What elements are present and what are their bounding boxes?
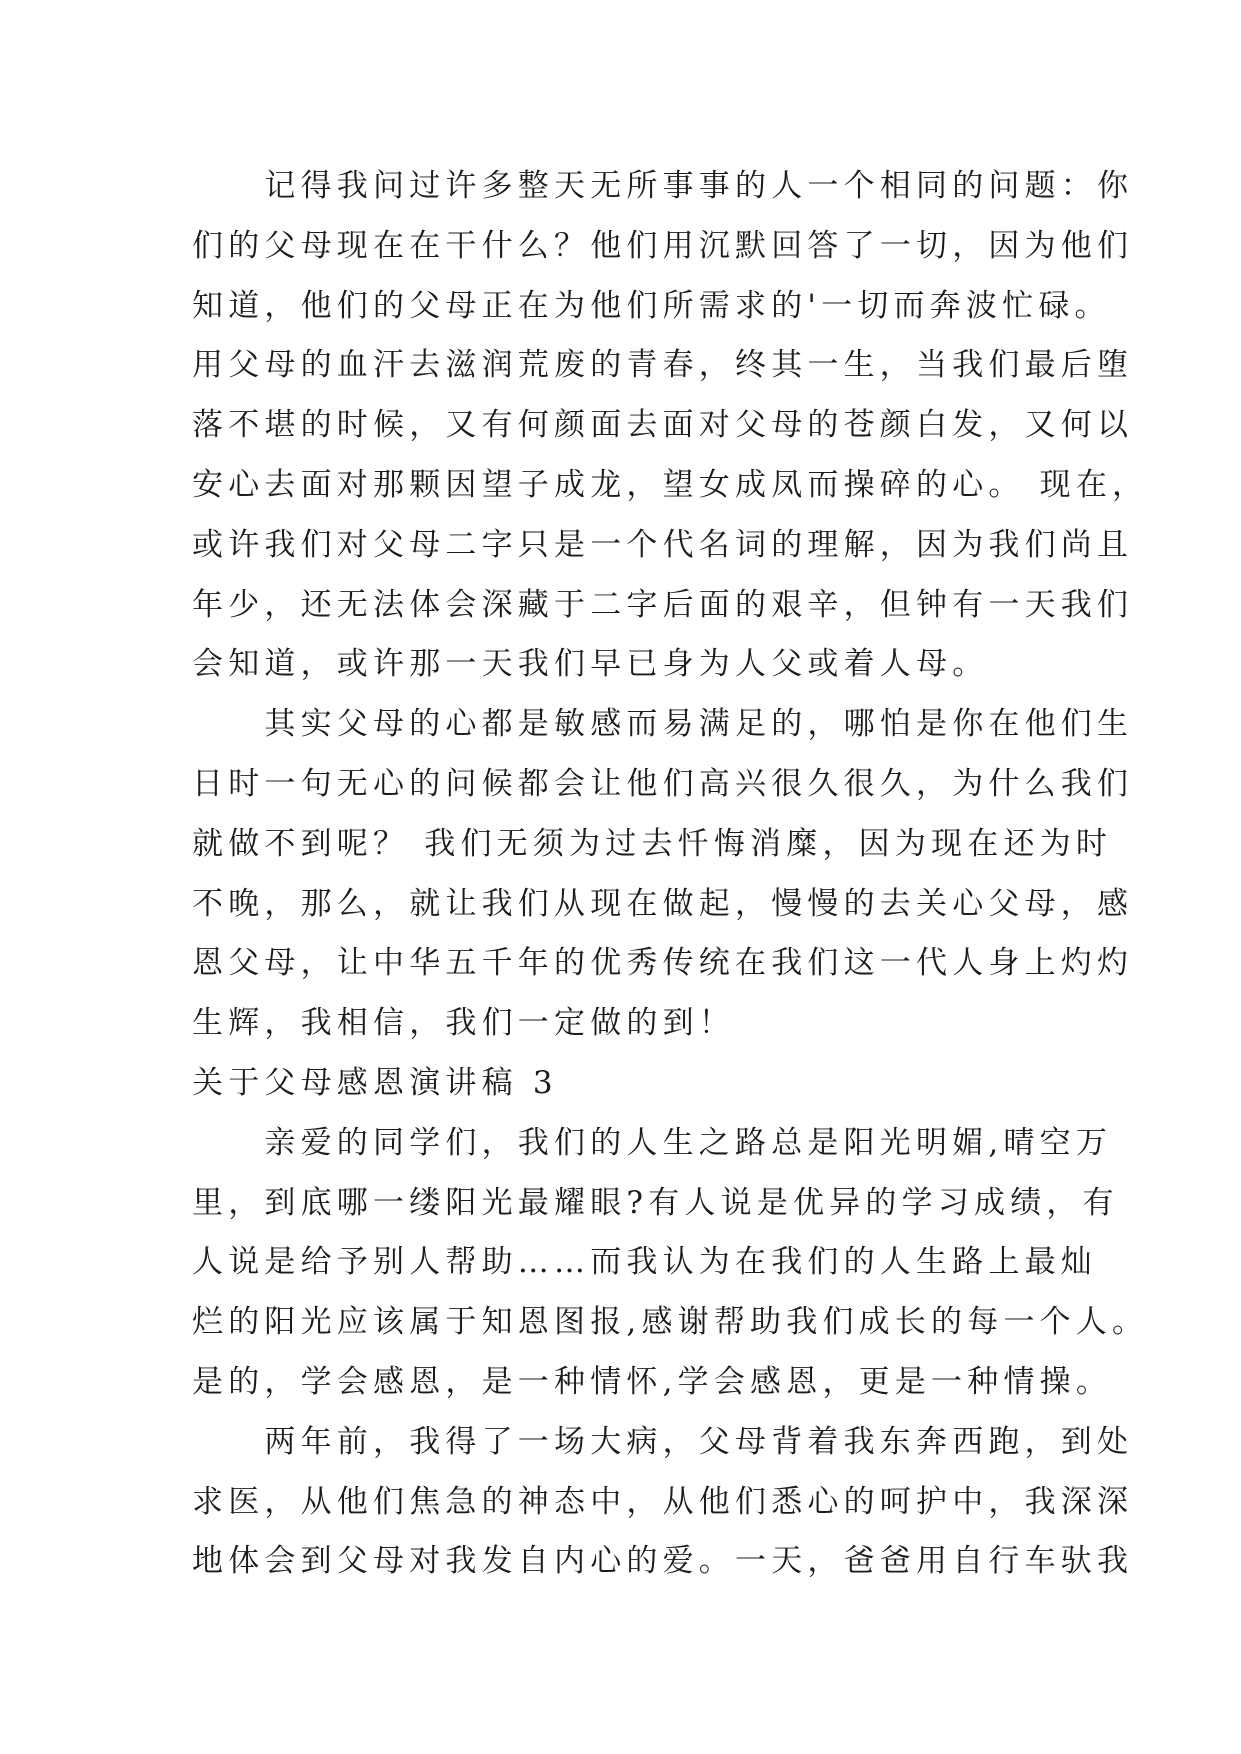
text-line: 知道，他们的父母正在为他们所需求的'一切而奔波忙碌。 <box>192 287 1111 324</box>
text-line: 安心去面对那颗因望子成龙，望女成凤而操碎的心。 现在， <box>192 466 1149 503</box>
text-line: 求医，从他们焦急的神态中，从他们悉心的呵护中，我深深 <box>192 1483 1134 1520</box>
text-line: 记得我问过许多整天无所事事的人一个相同的问题：你 <box>192 168 1134 204</box>
text-line: 或许我们对父母二字只是一个代名词的理解，因为我们尚且 <box>192 526 1134 563</box>
text-line: 日时一句无心的问候都会让他们高兴很久很久，为什么我们 <box>192 765 1134 802</box>
text-line: 生辉，我相信，我们一定做的到！ <box>192 1005 735 1042</box>
text-line: 里，到底哪一缕阳光最耀眼?有人说是优异的学习成绩，有 <box>192 1184 1119 1221</box>
text-line: 是的，学会感恩，是一种情怀,学会感恩，更是一种情操。 <box>192 1363 1113 1400</box>
text-line: 人说是给予别人帮助……而我认为在我们的人生路上最灿 <box>192 1244 1097 1281</box>
text-line: 落不堪的时候，又有何颜面去面对父母的苍颜白发，又何以 <box>192 407 1134 444</box>
text-line: 会知道，或许那一天我们早已身为人父或着人母。 <box>192 646 989 683</box>
section-heading: 关于父母感恩演讲稿 3 <box>192 1064 558 1101</box>
text-line: 不晚，那么，就让我们从现在做起，慢慢的去关心父母，感 <box>192 885 1134 922</box>
text-line: 年少，还无法体会深藏于二字后面的艰辛，但钟有一天我们 <box>192 586 1134 623</box>
text-line: 地体会到父母对我发自内心的爱。一天，爸爸用自行车驮我 <box>192 1543 1134 1580</box>
text-line: 两年前，我得了一场大病，父母背着我东奔西跑，到处 <box>192 1423 1134 1460</box>
text-line: 恩父母，让中华五千年的优秀传统在我们这一代人身上灼灼 <box>192 945 1134 982</box>
text-line: 烂的阳光应该属于知恩图报,感谢帮助我们成长的每一个人。 <box>192 1304 1149 1341</box>
text-line: 用父母的血汗去滋润荒废的青春，终其一生，当我们最后堕 <box>192 347 1134 384</box>
text-line: 其实父母的心都是敏感而易满足的，哪怕是你在他们生 <box>192 706 1134 743</box>
text-line: 亲爱的同学们，我们的人生之路总是阳光明媚,晴空万 <box>192 1124 1113 1161</box>
document-body <box>192 157 1149 1592</box>
text-line: 就做不到呢？ 我们无须为过去忏悔消糜，因为现在还为时 <box>192 825 1113 862</box>
text-line: 们的父母现在在干什么？他们用沉默回答了一切，因为他们 <box>192 227 1134 264</box>
